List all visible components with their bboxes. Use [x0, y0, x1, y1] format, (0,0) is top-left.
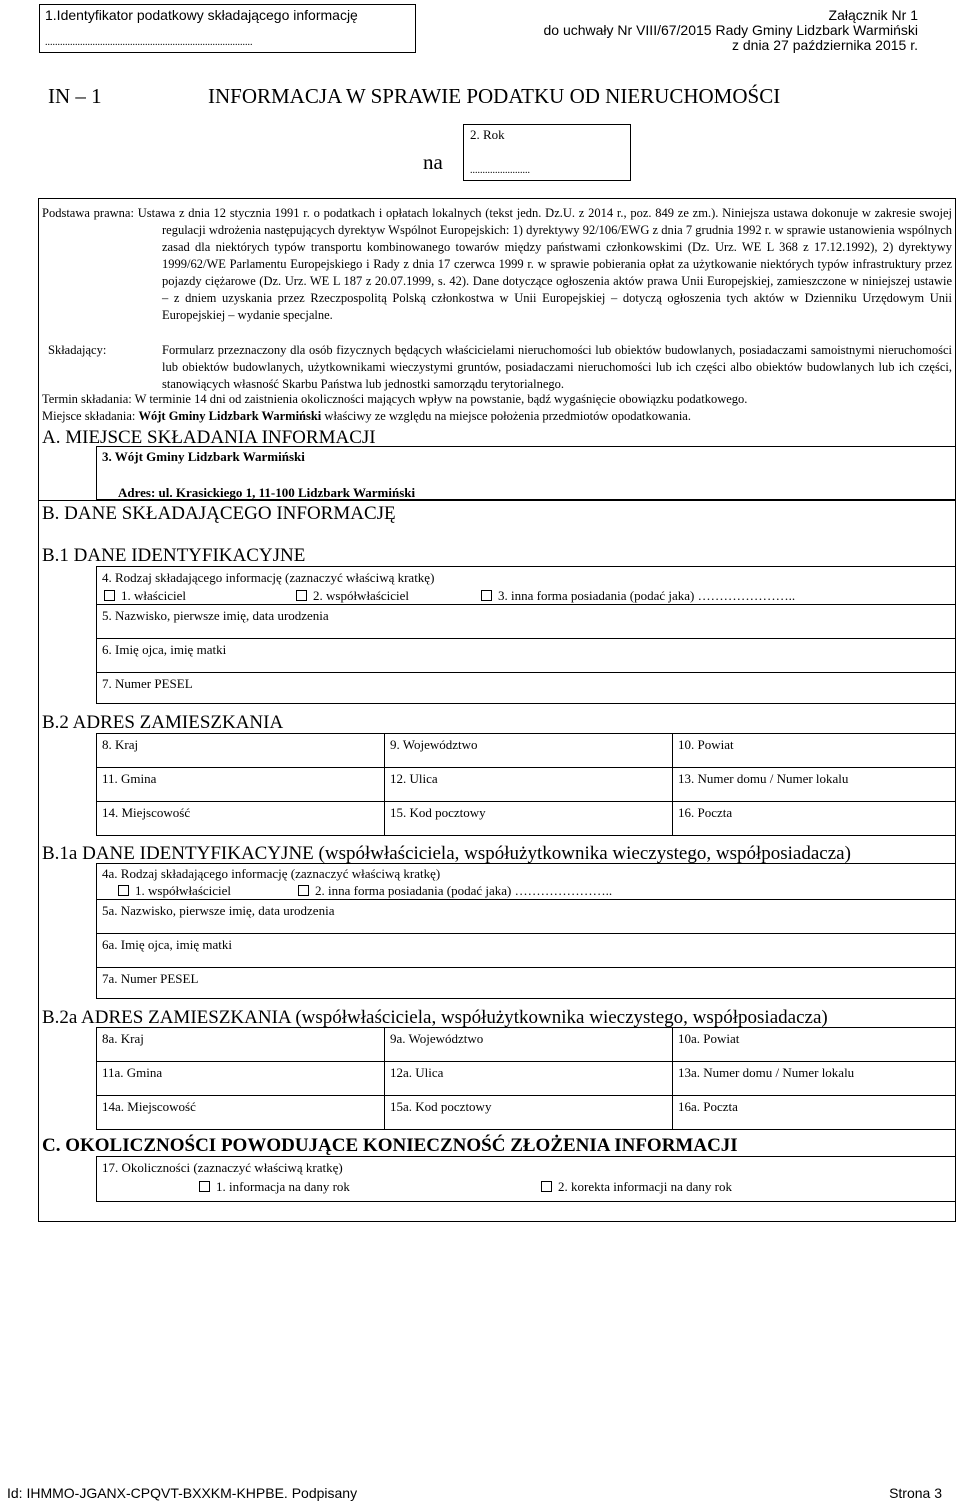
- annex-line2: do uchwały Nr VIII/67/2015 Rady Gminy Lidzbark Warmiński: [543, 22, 918, 38]
- checkbox-other[interactable]: [481, 590, 492, 601]
- divider: [96, 967, 956, 968]
- circumstance-opt2-label: 2. korekta informacji na dany rok: [558, 1179, 732, 1194]
- submitter-label: Składający:: [48, 343, 107, 357]
- section-c-heading: C. OKOLICZNOŚCI POWODUJĄCE KONIECZNOŚĆ ZŁOŻENIA INFORMACJI: [42, 1135, 738, 1156]
- section-a-heading: A. MIEJSCE SKŁADANIA INFORMACJI: [42, 427, 376, 448]
- section-b-heading: B. DANE SKŁADAJĄCEGO INFORMACJĘ: [42, 503, 396, 524]
- section-b2a-heading: B.2a ADRES ZAMIESZKANIA (współwłaściciela, współużytkownika wieczystego, współposiadacza): [42, 1007, 828, 1028]
- country-field-a[interactable]: 8a. Kraj: [102, 1031, 144, 1046]
- divider: [672, 1027, 673, 1130]
- circumstance-label: 17. Okoliczności (zaznaczyć właściwą kratkę): [102, 1160, 343, 1175]
- pesel-field-a-label[interactable]: 7a. Numer PESEL: [102, 971, 199, 986]
- divider: [96, 899, 956, 900]
- checkbox-coowner-a[interactable]: [118, 885, 129, 896]
- checkbox-info-year[interactable]: [199, 1181, 210, 1192]
- na-label: na: [423, 150, 443, 174]
- circumstance-opt1-label: 1. informacja na dany rok: [216, 1179, 350, 1194]
- divider: [96, 604, 956, 605]
- name-field-label[interactable]: 5. Nazwisko, pierwsze imię, data urodzenia: [102, 608, 329, 623]
- divider: [672, 733, 673, 836]
- submitter-text: Formularz przeznaczony dla osób fizycznych będących właścicielami nieruchomości lub obiektów budowlanych, posiadaczami samoistnymi nieruchomości lub obiektów budowlanych, użytkownikami wieczystymi gruntów, posiadaczami nieruchomości lub ich części albo obiektów budowlanych lub ich części, stanowiących własność Skarbu Państwa lub jednostki samorządu terytorialnego.: [162, 343, 952, 391]
- owner-type-opt1[interactable]: [104, 589, 186, 602]
- owner-type-opt2[interactable]: [296, 589, 409, 602]
- section-b1a-heading: B.1a DANE IDENTYFIKACYJNE (współwłaściciela, współużytkownika wieczystego, współposiadacza): [42, 843, 851, 864]
- section-b1-heading: B.1 DANE IDENTYFIKACYJNE: [42, 545, 306, 566]
- post-office-field[interactable]: 16. Poczta: [678, 805, 733, 820]
- coowner-type-opt1-label: 1. współwłaściciel: [135, 883, 232, 898]
- circumstance-opt1[interactable]: [199, 1180, 350, 1193]
- owner-type-label: 4. Rodzaj składającego informację (zaznaczyć właściwą kratkę): [102, 570, 435, 585]
- divider: [96, 767, 956, 768]
- divider: [96, 801, 956, 802]
- identifier-label: 1.Identyfikator podatkowy składającego informację: [45, 7, 358, 23]
- divider: [38, 500, 956, 501]
- voivodeship-field-a[interactable]: 9a. Województwo: [390, 1031, 484, 1046]
- parents-field-label[interactable]: 6. Imię ojca, imię matki: [102, 642, 227, 657]
- commune-field[interactable]: 11. Gmina: [102, 771, 157, 786]
- section-b2-heading: B.2 ADRES ZAMIESZKANIA: [42, 712, 284, 733]
- postal-code-field[interactable]: 15. Kod pocztowy: [390, 805, 486, 820]
- name-field-a-label[interactable]: 5a. Nazwisko, pierwsze imię, data urodzenia: [102, 903, 335, 918]
- parents-field-a-label[interactable]: 6a. Imię ojca, imię matki: [102, 937, 232, 952]
- house-number-field-a[interactable]: 13a. Numer domu / Numer lokalu: [678, 1065, 855, 1080]
- b1-box: [96, 566, 956, 704]
- divider: [384, 733, 385, 836]
- checkbox-owner[interactable]: [104, 590, 115, 601]
- divider: [96, 1061, 956, 1062]
- checkbox-other-a[interactable]: [298, 885, 309, 896]
- locality-field[interactable]: 14. Miejscowość: [102, 805, 191, 820]
- submit-place-suffix: właściwy ze względu na miejsce położenia przedmiotów opodatkowania.: [321, 409, 691, 423]
- commune-field-a[interactable]: 11a. Gmina: [102, 1065, 163, 1080]
- submit-place-office: Wójt Gminy Lidzbark Warmiński: [138, 409, 322, 423]
- year-label: 2. Rok: [470, 127, 505, 142]
- house-number-field[interactable]: 13. Numer domu / Numer lokalu: [678, 771, 849, 786]
- divider: [96, 672, 956, 673]
- year-dots: ........................: [470, 165, 530, 176]
- street-field-a[interactable]: 12a. Ulica: [390, 1065, 444, 1080]
- county-field[interactable]: 10. Powiat: [678, 737, 734, 752]
- submit-place-prefix: Miejsce składania:: [42, 409, 139, 423]
- post-office-field-a[interactable]: 16a. Poczta: [678, 1099, 738, 1114]
- owner-type-opt1-label: 1. właściciel: [121, 588, 186, 603]
- annex-line1: Załącznik Nr 1: [828, 7, 918, 23]
- divider: [384, 1027, 385, 1130]
- divider: [96, 638, 956, 639]
- voivodeship-field[interactable]: 9. Województwo: [390, 737, 478, 752]
- circumstance-opt2[interactable]: [541, 1180, 732, 1193]
- coowner-type-opt2-label: 2. inna forma posiadania (podać jaka) …………………..: [315, 883, 613, 898]
- owner-type-opt2-label: 2. współwłaściciel: [313, 588, 410, 603]
- deadline: Termin składania: W terminie 14 dni od zaistnienia okoliczności mających wpływ na powstanie, bądź wygaśnięcie obowiązku podatkowego.: [42, 392, 748, 406]
- coowner-type-label: 4a. Rodzaj składającego informację (zaznaczyć właściwą kratkę): [102, 866, 441, 881]
- divider: [96, 1095, 956, 1096]
- pesel-field-label[interactable]: 7. Numer PESEL: [102, 676, 193, 691]
- postal-code-field-a[interactable]: 15a. Kod pocztowy: [390, 1099, 492, 1114]
- section-a-office: 3. Wójt Gminy Lidzbark Warmiński: [102, 449, 305, 464]
- checkbox-correction-year[interactable]: [541, 1181, 552, 1192]
- owner-type-opt3-label: 3. inna forma posiadania (podać jaka) …………………..: [498, 588, 796, 603]
- section-a-address: Adres: ul. Krasickiego 1, 11-100 Lidzbark Warmiński: [118, 485, 416, 500]
- coowner-type-opt1[interactable]: [118, 884, 231, 897]
- submit-place: [42, 410, 691, 423]
- street-field[interactable]: 12. Ulica: [390, 771, 438, 786]
- legal-basis: [42, 205, 952, 324]
- owner-type-opt3[interactable]: [481, 589, 795, 602]
- annex-line3: z dnia 27 października 2015 r.: [731, 37, 918, 53]
- checkbox-coowner[interactable]: [296, 590, 307, 601]
- identifier-dots: ...................................................................................: [45, 37, 253, 48]
- county-field-a[interactable]: 10a. Powiat: [678, 1031, 740, 1046]
- country-field[interactable]: 8. Kraj: [102, 737, 139, 752]
- coowner-type-opt2[interactable]: [298, 884, 612, 897]
- form-title: INFORMACJA W SPRAWIE PODATKU OD NIERUCHOMOŚCI: [208, 84, 781, 108]
- document-id: Id: IHMMO-JGANX-CPQVT-BXXKM-KHPBE. Podpisany: [7, 1485, 358, 1501]
- divider: [96, 933, 956, 934]
- locality-field-a[interactable]: 14a. Miejscowość: [102, 1099, 196, 1114]
- form-code: IN – 1: [48, 84, 102, 108]
- page-number: Strona 3: [889, 1485, 942, 1501]
- legal-basis-text: Podstawa prawna: Ustawa z dnia 12 stycznia 1991 r. o podatkach i opłatach lokalnych (tekst jedn. Dz.U. z 2014 r., poz. 849 ze zm.). Niniejsza ustawa dokonuje w zakresie swojej regulacji wdrożenia następujących dyrektyw Wspólnot Europejskich: 1) dyrektywy 92/106/EWG z dnia 7 grudnia 1992 r. w sprawie ustanowienia wspólnych zasad dla niektórych typów transportu kombinowanego towarów między państwami członkowskimi (Dz. Urz. WE L 368 z 17.12.1992), 2) dyrektywy 1999/62/WE Parlamentu Europejskiego i Rady z dnia 17 czerwca 1999 r. w sprawie pobierania opłat za użytkowanie niektórych typów infrastruktury przez pojazdy ciężarowe (Dz. Urz. WE L 187 z 20.07.1999, s. 42). Dane dotyczące ogłoszenia aktów prawa Unii Europejskiej, zamieszczone w niniejszej ustawie – z dniem uzyskania przez Rzeczpospolitą Polską członkostwa w Unii Europejskiej – dotyczą ogłoszenia tych aktów w Dzienniku Urzędowym Unii Europejskiej – wydanie specjalne.: [42, 206, 952, 322]
